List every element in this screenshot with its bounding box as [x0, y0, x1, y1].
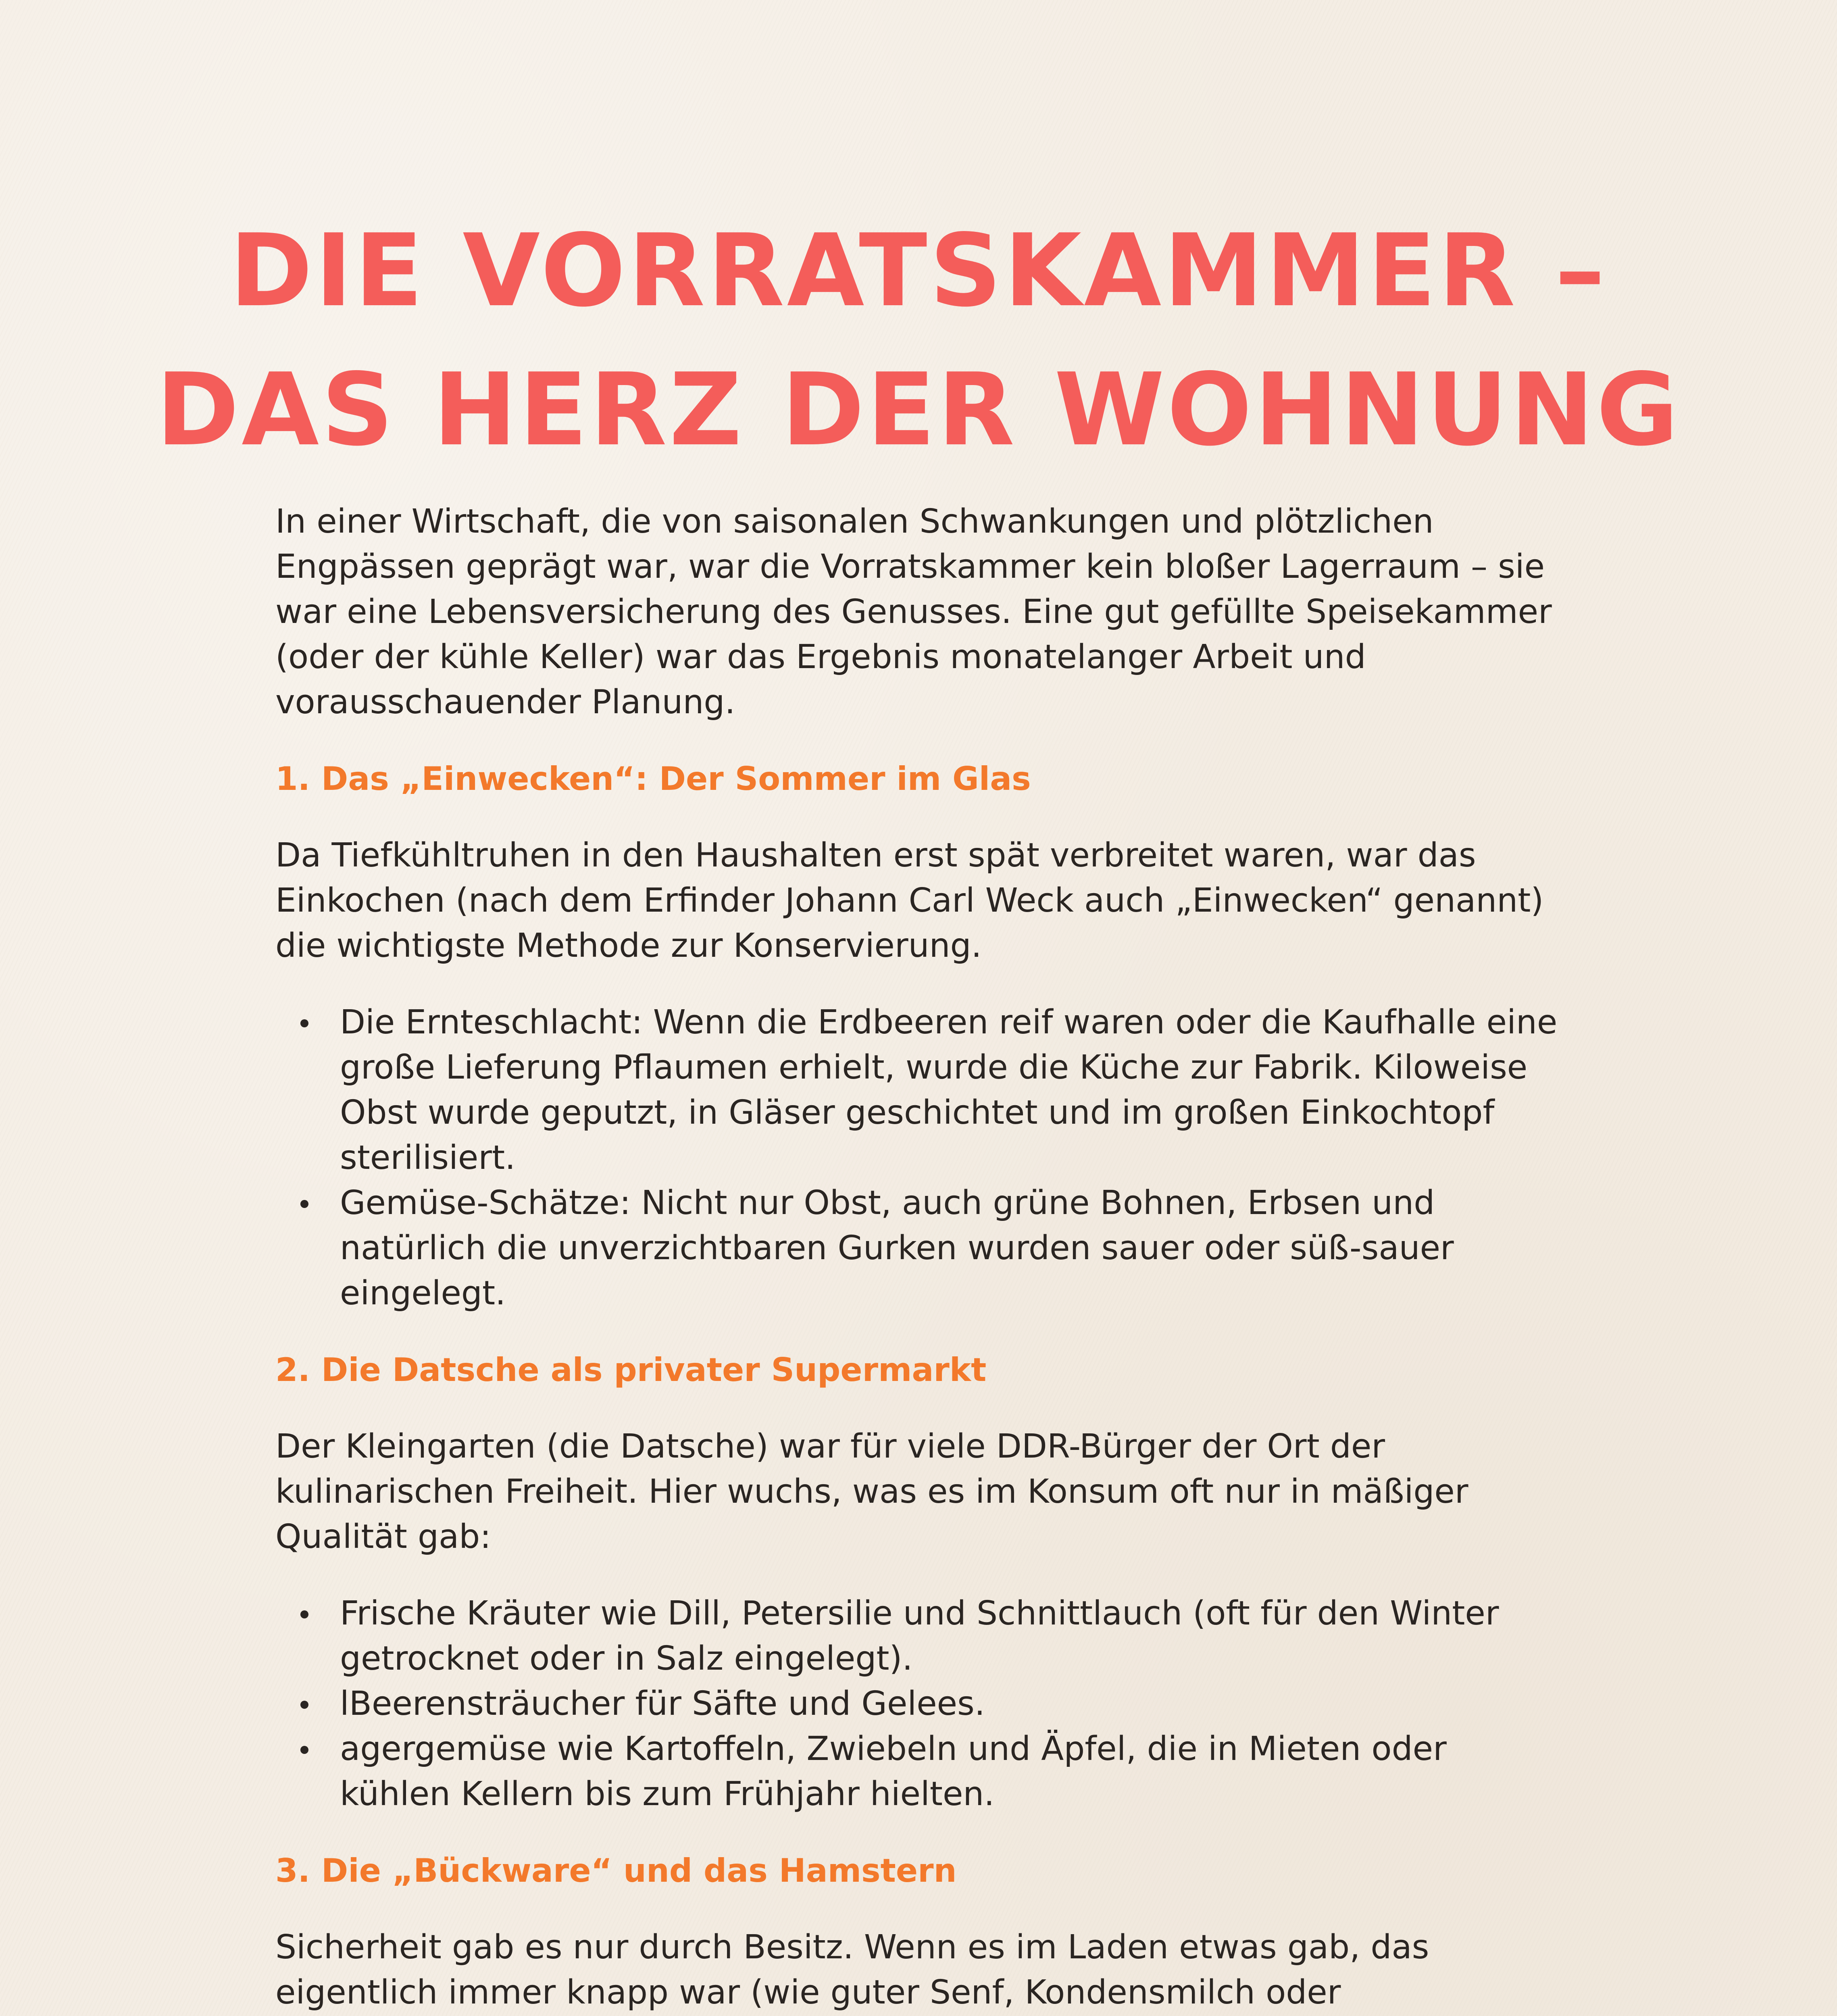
section-heading-einwecken: 1. Das „Einwecken“: Der Sommer im Glas [275, 760, 1031, 798]
list-item: Die Ernteschlacht: Wenn die Erdbeeren reif waren oder die Kaufhalle eine große Lieferung Pflaumen erhielt, wurde die Küche zur Fabrik. Kiloweise Obst wurde geputzt, in Gläser geschichtet und im großen Einkochtopf sterilisiert. [275, 1000, 1566, 1181]
list-item: Frische Kräuter wie Dill, Petersilie und Schnittlauch (oft für den Winter getrocknet oder in Salz eingelegt). [275, 1591, 1566, 1681]
list-item: Gemüse-Schätze: Nicht nur Obst, auch grüne Bohnen, Erbsen und natürlich die unverzichtbaren Gurken wurden sauer oder süß-sauer eingelegt. [275, 1181, 1566, 1316]
bullet-list-datsche [275, 1591, 1566, 1817]
page-title-line-2: DAS HERZ DER WOHNUNG [156, 352, 1681, 468]
list-item: lBeerensträucher für Säfte und Gelees. [275, 1681, 1566, 1727]
page-title-line-1: DIE VORRATSKAMMER – [229, 213, 1608, 329]
section-paragraph-datsche: Der Kleingarten (die Datsche) war für viele DDR-Bürger der Ort der kulinarischen Freiheit. Hier wuchs, was es im Konsum oft nur in mäßiger Qualität gab: [275, 1427, 1468, 1556]
section-heading-datsche: 2. Die Datsche als privater Supermarkt [275, 1351, 987, 1389]
section-paragraph-bueckware: Sicherheit gab es nur durch Besitz. Wenn es im Laden etwas gab, das eigentlich immer knapp war (wie guter Senf, Kondensmilch oder [275, 1928, 1429, 2012]
page-title [121, 202, 1716, 480]
bullet-list-einwecken [275, 1000, 1566, 1316]
section-paragraph-einwecken: Da Tiefkühltruhen in den Haushalten erst spät verbreitet waren, war das Einkochen (nach dem Erfinder Johann Carl Weck auch „Einwecken“ genannt) die wichtigste Methode zur Konservierung. [275, 836, 1544, 965]
article-body [275, 499, 1566, 2016]
list-item: agergemüse wie Kartoffeln, Zwiebeln und Äpfel, die in Mieten oder kühlen Kellern bis zum Frühjahr hielten. [275, 1727, 1566, 1817]
section-heading-bueckware: 3. Die „Bückware“ und das Hamstern [275, 1852, 957, 1889]
intro-paragraph: In einer Wirtschaft, die von saisonalen Schwankungen und plötzlichen Engpässen geprägt war, war die Vorratskammer kein bloßer Lagerraum – sie war eine Lebensversicherung des Genusses. Eine gut gefüllte Speisekammer (oder der kühle Keller) war das Ergebnis monatelanger Arbeit und vorausschauender Planung. [275, 502, 1552, 721]
